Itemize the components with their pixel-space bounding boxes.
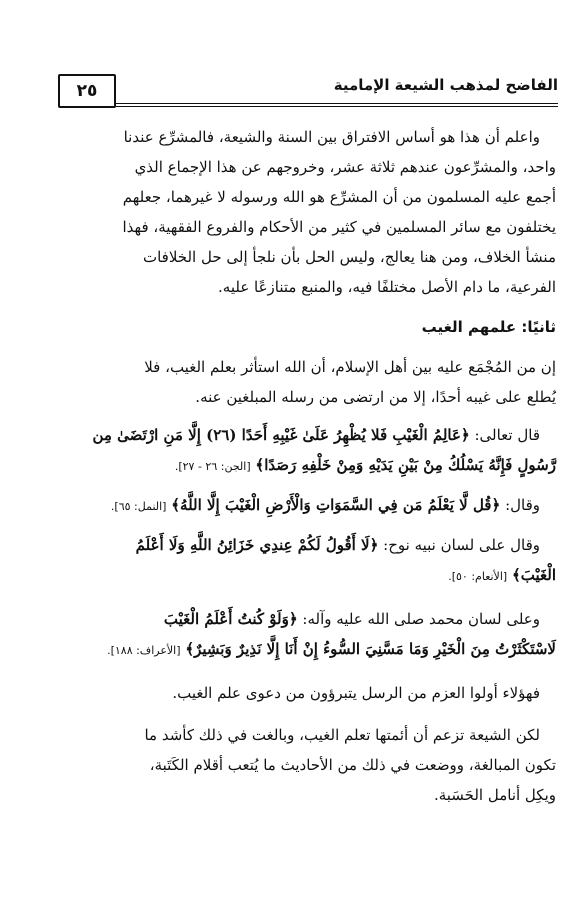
verse-reference: [الأعراف: ١٨٨]. — [107, 644, 181, 657]
verse-line — [16, 634, 556, 666]
verse-line — [16, 604, 556, 634]
page-header — [58, 72, 558, 108]
section-heading: ثانيًا: علمهم الغيب — [421, 318, 556, 336]
quote-intro: قال تعالى: — [474, 426, 540, 444]
verse-reference: [الجن: ٢٦ - ٢٧]. — [174, 460, 251, 473]
quran-quote-araf — [16, 604, 556, 666]
text-line: واحد، والمشرِّعون عندهم ثلاثة عشر، وخروجهم عن هذا الإجماع الذي — [134, 158, 556, 176]
verse-line — [16, 530, 556, 560]
text-line: الفرعية، ما دام الأصل مختلفًا فيه، والمنبع متنازعًا عليه. — [218, 278, 556, 296]
text-line: يُطلع على غيبه أحدًا، إلا من ارتضى من رسله المبلغين عنه. — [195, 388, 556, 406]
verse-line — [16, 560, 556, 592]
text-line: إن من المُجْمَع عليه بين أهل الإسلام، أن الله استأثر بعلم الغيب، فلا — [144, 358, 556, 376]
verse-text: ﴿وَلَوْ كُنتُ أَعْلَمُ الْغَيْبَ — [163, 610, 298, 628]
quote-intro: وعلى لسان محمد صلى الله عليه وآله: — [302, 610, 540, 628]
text-line: لكن الشيعة تزعم أن أئمتها تعلم الغيب، وبالغت في ذلك كأشد ما — [144, 726, 540, 744]
verse-line — [16, 450, 556, 482]
verse-text: الْغَيْبَ﴾ — [511, 566, 556, 584]
verse-text: لَاسْتَكْثَرْتُ مِنَ الْخَيْرِ وَمَا مَسَّنِيَ السُّوءُ إِنْ أَنَا إِلَّا نَذِيرٌ وَبَشِيرٌ﴾ — [185, 640, 556, 658]
text-line: يختلفون مع سائر المسلمين في كثير من الأحكام والفروع الفقهية، فهذا — [122, 218, 556, 236]
quote-intro: وقال: — [505, 496, 540, 514]
running-title: الفاضح لمذهب الشيعة الإمامية — [333, 76, 558, 94]
verse-reference: [الأنعام: ٥٠]. — [448, 570, 508, 583]
verse-text: ﴿لَا أَقُولُ لَكُمْ عِندِي خَزَائِنُ اللَّهِ وَلَا أَعْلَمُ — [135, 536, 379, 554]
header-rule — [114, 103, 558, 107]
paragraph-legislation — [16, 122, 556, 302]
text-line: تكون المبالغة، ووضعت في ذلك من الأحاديث ما يُتعب أقلام الكَتَبة، — [149, 756, 556, 774]
quran-quote-jinn — [16, 420, 556, 482]
quran-quote-naml — [16, 490, 556, 522]
page-number: ٢٥ — [58, 74, 116, 108]
verse-reference: [النمل: ٦٥]. — [110, 500, 167, 513]
text-line: منشأ الخلاف، ومن هنا يعالج، وليس الحل بأن نلجأ إلى حل الخلافات — [142, 248, 556, 266]
text-line: ويكِل أنامل الحَسَبة. — [433, 786, 556, 804]
verse-text: ﴿قُل لَّا يَعْلَمُ مَن فِي السَّمَوَاتِ وَالْأَرْضِ الْغَيْبَ إِلَّا اللَّهُ﴾ — [171, 496, 501, 514]
paragraph-unseen — [16, 352, 556, 412]
page-body — [16, 122, 556, 810]
text-line: واعلم أن هذا هو أساس الافتراق بين السنة والشيعة، فالمشرِّع عندنا — [123, 128, 540, 146]
paragraph-shia-claim — [16, 720, 556, 810]
quote-intro: وقال على لسان نبيه نوح: — [383, 536, 540, 554]
verse-text: ﴿عَالِمُ الْغَيْبِ فَلا يُظْهِرُ عَلَىٰ غَيْبِهِ أَحَدًا (٢٦) إِلَّا مَنِ ارْتَضَىٰ مِن — [92, 426, 470, 444]
verse-text: رَّسُولٍ فَإِنَّهُ يَسْلُكُ مِنْ بَيْنِ يَدَيْهِ وَمِنْ خَلْفِهِ رَصَدًا﴾ — [255, 456, 556, 474]
text-line: أجمع عليه المسلمون من أن المشرِّع هو الله ورسوله لا غيرهما، جعلهم — [122, 188, 556, 206]
quran-quote-anam — [16, 530, 556, 592]
verse-line — [16, 420, 556, 450]
verse-line — [16, 490, 556, 522]
paragraph-messengers: فهؤلاء أولوا العزم من الرسل يتبرؤون من دعوى علم الغيب. — [172, 684, 540, 702]
